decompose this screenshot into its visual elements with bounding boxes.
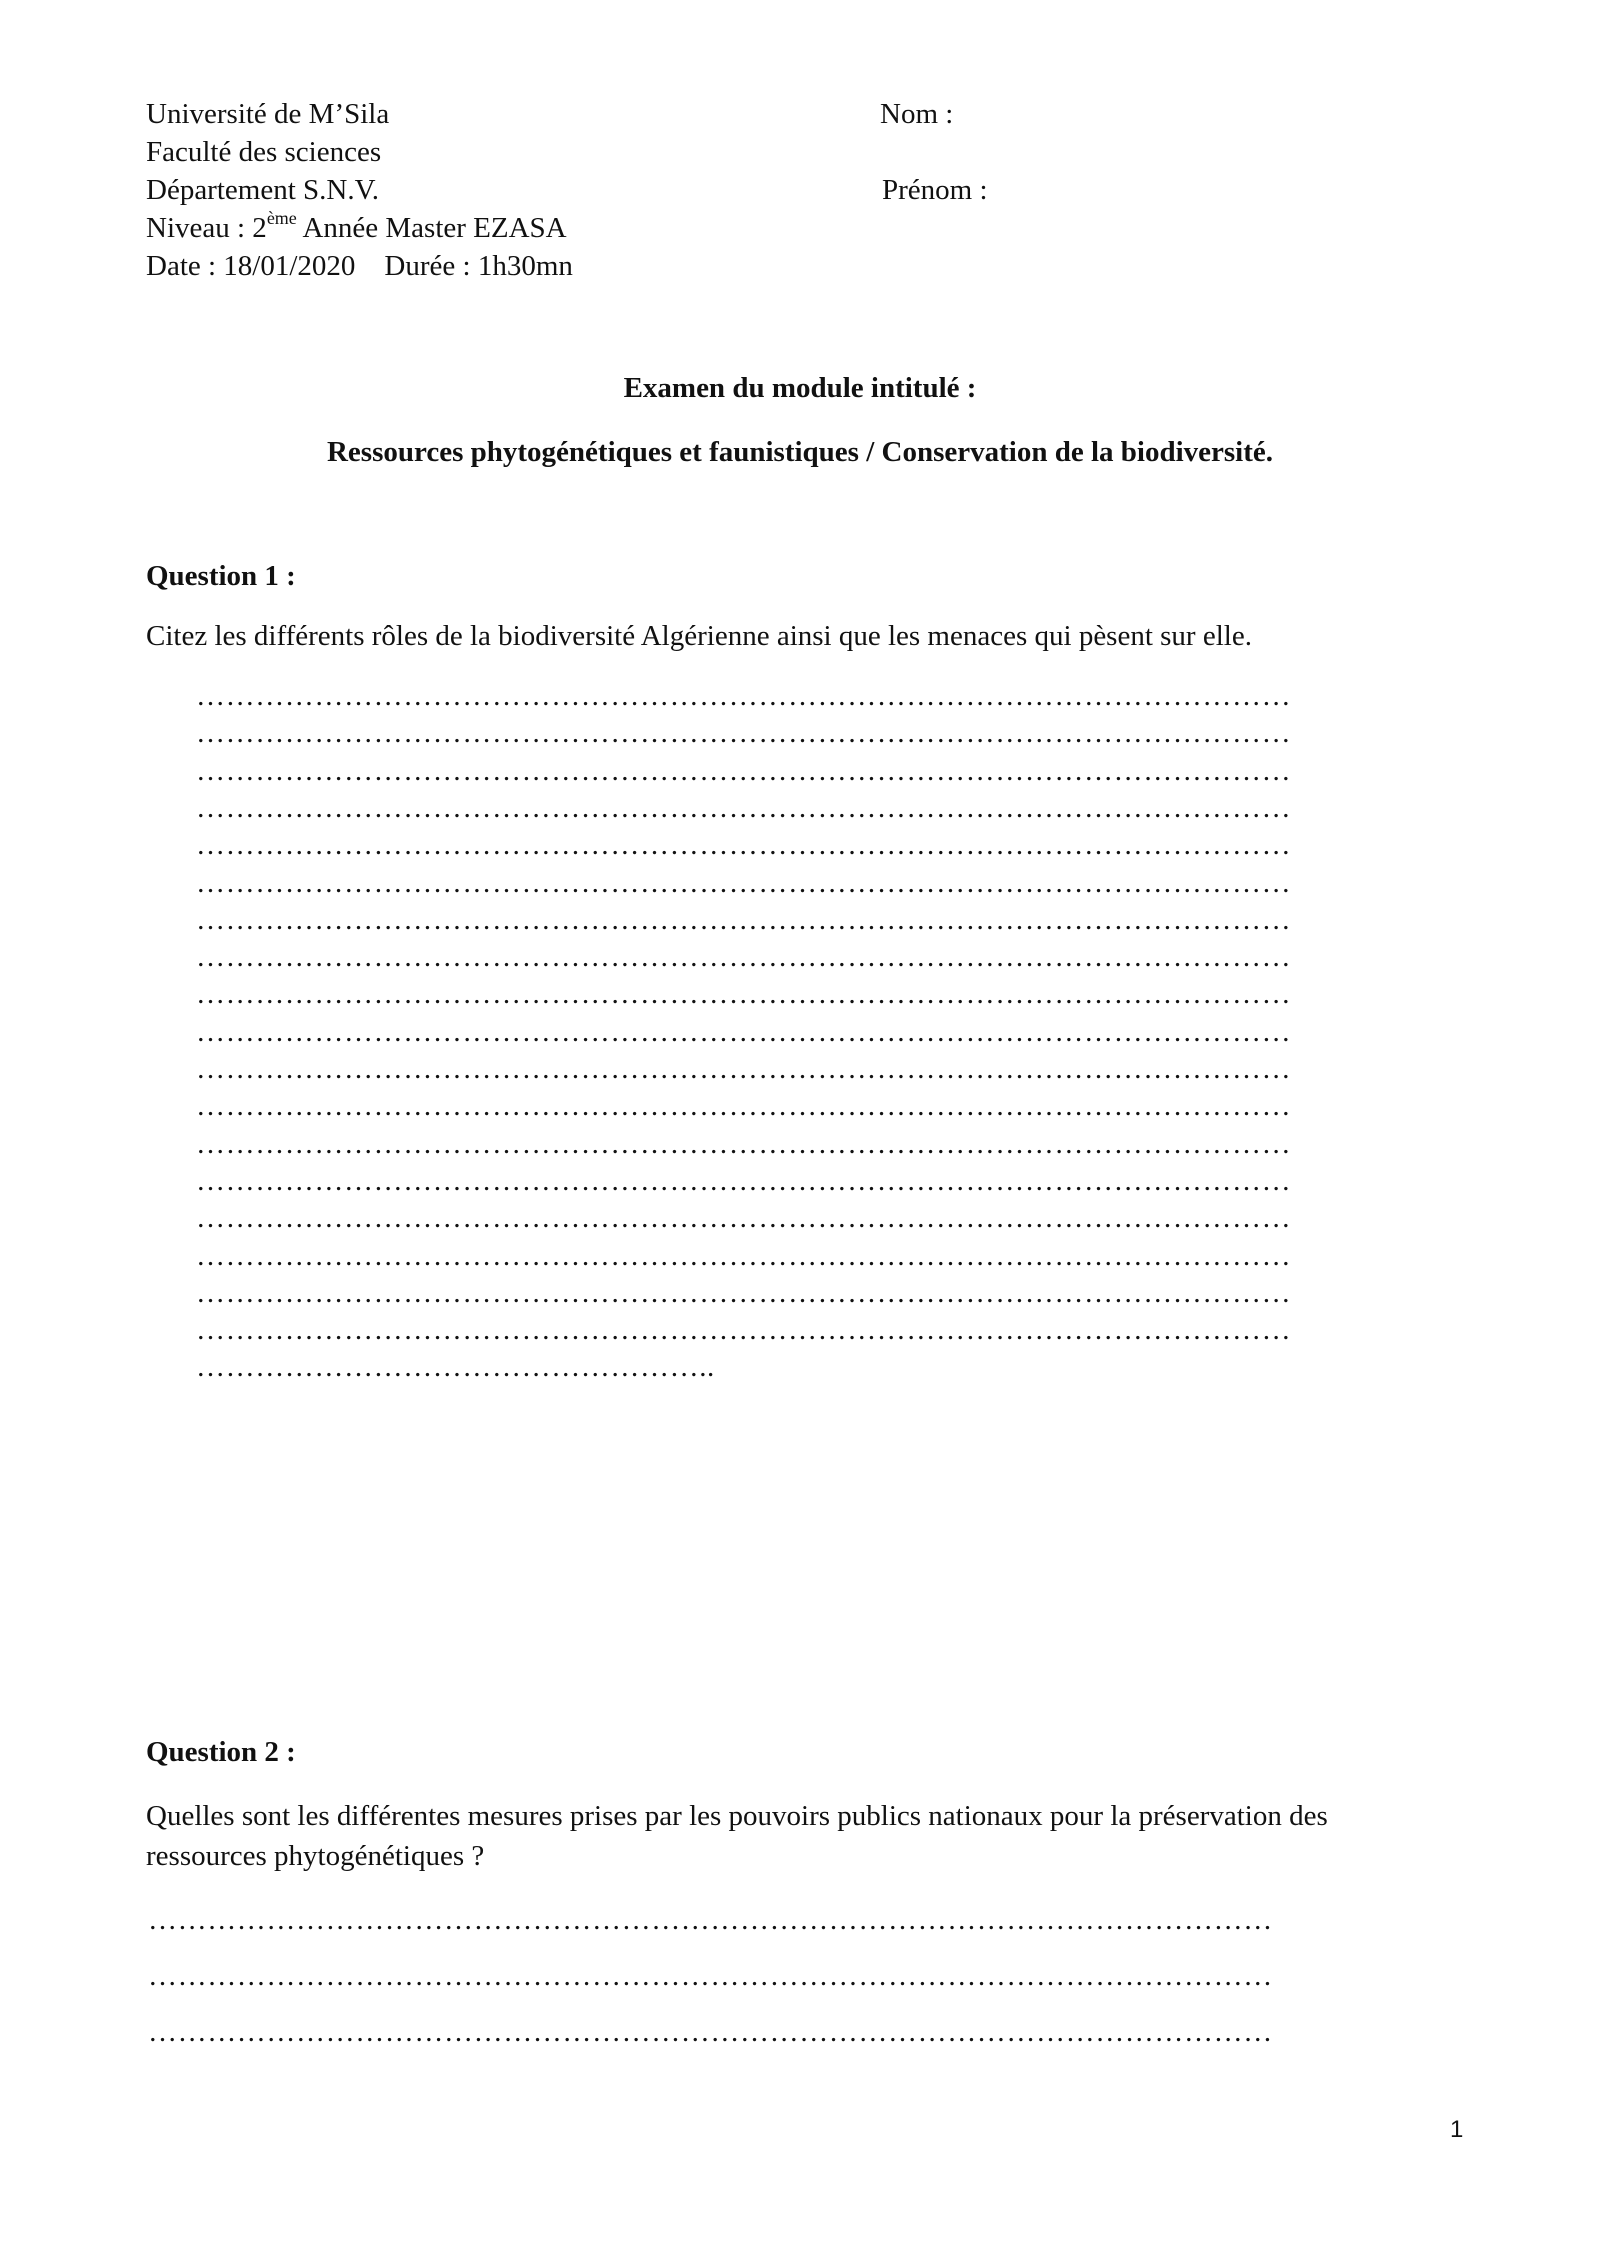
answer-line[interactable]: ………………………………………………………………………………………………… (196, 1164, 1292, 1197)
level-suffix: Année Master EZASA (296, 212, 567, 244)
question-2-label: Question 2 : (146, 1736, 296, 1768)
answer-line[interactable]: ………………………………………………………………………………………………… (196, 717, 1292, 750)
answer-line[interactable]: ………………………………………………………………………………………………… (196, 1090, 1292, 1123)
answer-line[interactable]: ………………………………………………………………………………………………… (196, 866, 1292, 899)
answer-line[interactable]: ………………………………………………………………………………………………… (196, 1276, 1292, 1309)
answer-line[interactable]: ………………………………………………………………………………………………… (196, 1202, 1292, 1235)
question-1-label: Question 1 : (146, 560, 296, 592)
answer-line[interactable]: ………………………………………………………………………………………………… (196, 791, 1292, 824)
nom-label: Nom : (880, 98, 954, 130)
university-name: Université de M’Sila (146, 98, 390, 130)
answer-line[interactable]: ………………………………………………………………………………………………… (196, 680, 1292, 712)
department-name: Département S.N.V. (146, 174, 380, 206)
answer-line[interactable]: ………………………………………………………………………………………………… (196, 829, 1292, 862)
question-1-text: Citez les différents rôles de la biodiversité Algérienne ainsi que les menaces qui pèsent sur elle. (146, 620, 1252, 652)
answer-line[interactable]: …………………………………………………………………………………………………… (148, 2016, 1273, 2048)
answer-line[interactable]: ………………………………………………………………………………………………… (196, 1314, 1292, 1347)
answer-line[interactable]: ………………………………………………………………………………………………… (196, 1053, 1292, 1085)
prenom-label: Prénom : (882, 174, 988, 206)
exam-title: Examen du module intitulé : (623, 372, 977, 404)
level-prefix: Niveau : 2 (146, 212, 267, 244)
answer-line[interactable]: ………………………………………………………………………………………………… (196, 1015, 1292, 1048)
answer-line[interactable]: ………………………………………………………………………………………………… (196, 1127, 1292, 1160)
exam-subtitle: Ressources phytogénétiques et faunistiques / Conservation de la biodiversité. (326, 436, 1273, 468)
answer-line[interactable]: …………………………………………………………………………………………………… (148, 1960, 1273, 1992)
question-2-text: Quelles sont les différentes mesures prises par les pouvoirs publics nationaux pour la préservation des ressources phytogénétiques ? (146, 1800, 1328, 1872)
answer-line[interactable]: ………………………………………………………………………………………………… (196, 754, 1292, 787)
answer-line[interactable]: ………………………………………………………………………………………………… (196, 941, 1292, 974)
page-number: 1 (1450, 2116, 1464, 2143)
date-duration-line: Date : 18/01/2020 Durée : 1h30mn (146, 250, 573, 282)
answer-line-last[interactable]: …………………………………………….. (196, 1351, 715, 1384)
answer-line[interactable]: ………………………………………………………………………………………………… (196, 978, 1292, 1011)
answer-line[interactable]: ………………………………………………………………………………………………… (196, 1239, 1292, 1272)
level-superscript: ème (266, 208, 297, 229)
level-line (146, 210, 567, 246)
faculty-name: Faculté des sciences (146, 136, 382, 168)
answer-line[interactable]: …………………………………………………………………………………………………… (148, 1904, 1273, 1936)
answer-line[interactable]: ………………………………………………………………………………………………… (196, 903, 1292, 936)
